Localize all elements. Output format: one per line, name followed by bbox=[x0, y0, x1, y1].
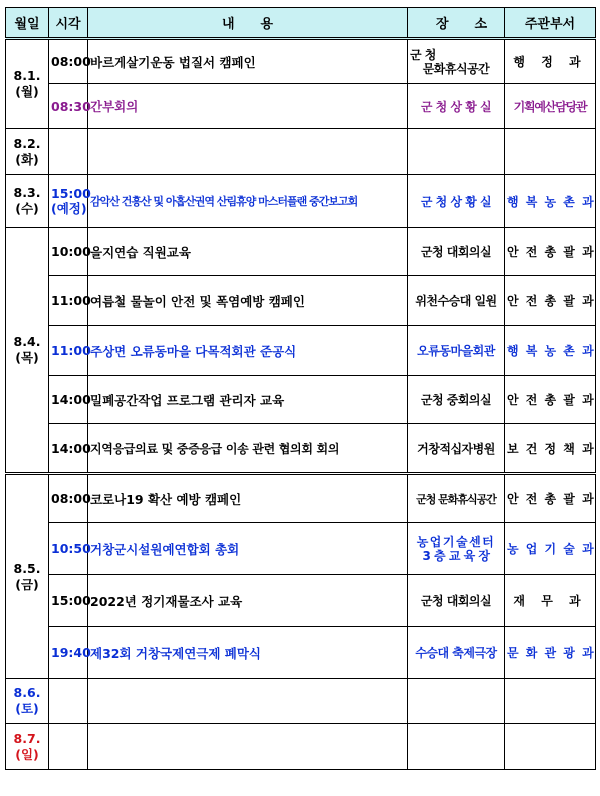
place-cell bbox=[408, 39, 505, 84]
time-cell: 14:00 bbox=[49, 376, 88, 424]
content-cell: 바르게살기운동 법질서 캠페인 bbox=[88, 39, 408, 84]
weekday-line: (화) bbox=[15, 151, 39, 167]
content-cell: 여름철 물놀이 안전 및 폭염예방 캠페인 bbox=[88, 276, 408, 326]
time-cell: 19:40 bbox=[49, 627, 88, 679]
table-row bbox=[6, 679, 596, 724]
time-cell: 10:50 bbox=[49, 523, 88, 575]
dept-cell: 보 건 정 책 과 bbox=[505, 424, 596, 474]
content-cell bbox=[88, 724, 408, 770]
dept-cell: 문 화 관 광 과 bbox=[505, 627, 596, 679]
weekday-line: (목) bbox=[15, 350, 39, 365]
table-row bbox=[6, 326, 596, 376]
time-note: (예정) bbox=[51, 201, 87, 216]
time-cell: 08:30 bbox=[49, 84, 88, 129]
time-cell: 15:00 bbox=[49, 575, 88, 627]
place-cell bbox=[408, 679, 505, 724]
header-date: 월일 bbox=[6, 8, 49, 39]
content-cell bbox=[88, 679, 408, 724]
dept-cell bbox=[505, 129, 596, 175]
place-cell: 수승대 축제극장 bbox=[408, 627, 505, 679]
date-cell bbox=[6, 679, 49, 724]
content-cell: 제32회 거창국제연극제 폐막식 bbox=[88, 627, 408, 679]
schedule-table bbox=[5, 7, 596, 770]
dept-cell: 행 정 과 bbox=[505, 39, 596, 84]
table-row bbox=[6, 228, 596, 276]
time-cell: 08:00 bbox=[49, 474, 88, 523]
table-row bbox=[6, 84, 596, 129]
place-line: 농업기술센터 bbox=[416, 534, 496, 549]
place-line: 문화휴식공간 bbox=[422, 61, 490, 76]
date-cell bbox=[6, 175, 49, 228]
table-row bbox=[6, 627, 596, 679]
header-time: 시각 bbox=[49, 8, 88, 39]
time-cell bbox=[49, 129, 88, 175]
weekday-line: (수) bbox=[15, 201, 39, 216]
place-cell bbox=[408, 523, 505, 575]
place-cell: 군청 대회의실 bbox=[408, 575, 505, 627]
content-cell: 감악산 건흥산 및 아홉산권역 산림휴양 마스터플랜 중간보고회 bbox=[88, 175, 408, 228]
table-row bbox=[6, 129, 596, 175]
content-cell: 간부회의 bbox=[88, 84, 408, 129]
dept-cell: 안 전 총 괄 과 bbox=[505, 228, 596, 276]
dept-cell: 기획예산담당관 bbox=[505, 84, 596, 129]
table-row bbox=[6, 424, 596, 474]
time-cell: 08:00 bbox=[49, 39, 88, 84]
table-row bbox=[6, 575, 596, 627]
dept-cell: 재 무 과 bbox=[505, 575, 596, 627]
weekday-line: (토) bbox=[15, 701, 39, 716]
time-cell: 11:00 bbox=[49, 276, 88, 326]
time-cell bbox=[49, 175, 91, 228]
time-cell: 14:00 bbox=[49, 424, 88, 474]
place-line: 3 층 교 육 장 bbox=[422, 548, 490, 563]
content-cell: 거창군시설원예연합회 총회 bbox=[88, 523, 408, 575]
content-cell: 주상면 오류동마을 다목적회관 준공식 bbox=[88, 326, 408, 376]
weekday-line: (일) bbox=[15, 746, 39, 762]
content-cell: 밀폐공간작업 프로그램 관리자 교육 bbox=[88, 376, 408, 424]
date-cell bbox=[6, 724, 49, 770]
date-line: 8.2. bbox=[13, 135, 41, 151]
table-row bbox=[6, 474, 596, 523]
date-cell bbox=[6, 228, 49, 474]
table-row bbox=[6, 175, 596, 228]
table-row bbox=[6, 39, 596, 84]
time-line: 15:00 bbox=[51, 186, 91, 201]
header-dept: 주관부서 bbox=[505, 8, 596, 39]
place-cell bbox=[408, 129, 505, 175]
table-row bbox=[6, 724, 596, 770]
date-line: 8.1. bbox=[13, 68, 41, 83]
weekday-line: (금) bbox=[15, 576, 39, 592]
place-cell: 군 청 상 황 실 bbox=[408, 175, 505, 228]
content-cell: 지역응급의료 및 중증응급 이송 관련 협의회 회의 bbox=[88, 424, 408, 474]
content-cell: 코로나19 확산 예방 캠페인 bbox=[88, 474, 408, 523]
date-cell bbox=[6, 39, 49, 129]
place-line: 군 청 bbox=[410, 47, 436, 62]
place-cell: 군청 중회의실 bbox=[408, 376, 505, 424]
dept-cell: 행 복 농 촌 과 bbox=[505, 175, 596, 228]
table-row bbox=[6, 276, 596, 326]
place-cell: 군청 문화휴식공간 bbox=[408, 474, 505, 523]
place-cell: 군청 대회의실 bbox=[408, 228, 505, 276]
table-row bbox=[6, 523, 596, 575]
dept-cell bbox=[505, 724, 596, 770]
time-cell bbox=[49, 724, 88, 770]
date-line: 8.3. bbox=[13, 185, 41, 200]
date-line: 8.4. bbox=[13, 334, 41, 349]
time-cell: 10:00 bbox=[49, 228, 88, 276]
date-cell bbox=[6, 129, 49, 175]
content-cell: 2022년 정기재물조사 교육 bbox=[88, 575, 408, 627]
dept-cell bbox=[505, 679, 596, 724]
date-line: 8.7. bbox=[13, 730, 41, 746]
place-cell: 거창적십자병원 bbox=[408, 424, 505, 474]
place-cell bbox=[408, 724, 505, 770]
place-cell: 위천수승대 일원 bbox=[408, 276, 505, 326]
dept-cell: 안 전 총 괄 과 bbox=[505, 474, 596, 523]
header-row bbox=[6, 8, 596, 39]
dept-cell: 농 업 기 술 과 bbox=[505, 523, 596, 575]
date-line: 8.6. bbox=[13, 685, 41, 700]
dept-cell: 안 전 총 괄 과 bbox=[505, 376, 596, 424]
weekday-line: (월) bbox=[15, 84, 39, 99]
place-cell: 오류동마을회관 bbox=[408, 326, 505, 376]
content-cell: 을지연습 직원교육 bbox=[88, 228, 408, 276]
header-content: 내용 bbox=[88, 8, 408, 39]
header-place: 장소 bbox=[408, 8, 505, 39]
content-cell bbox=[88, 129, 408, 175]
dept-cell: 안 전 총 괄 과 bbox=[505, 276, 596, 326]
time-cell bbox=[49, 679, 88, 724]
dept-cell: 행 복 농 촌 과 bbox=[505, 326, 596, 376]
place-cell: 군 청 상 황 실 bbox=[408, 84, 505, 129]
date-line: 8.5. bbox=[13, 560, 41, 576]
date-cell bbox=[6, 474, 49, 679]
table-row bbox=[6, 376, 596, 424]
time-cell: 11:00 bbox=[49, 326, 88, 376]
